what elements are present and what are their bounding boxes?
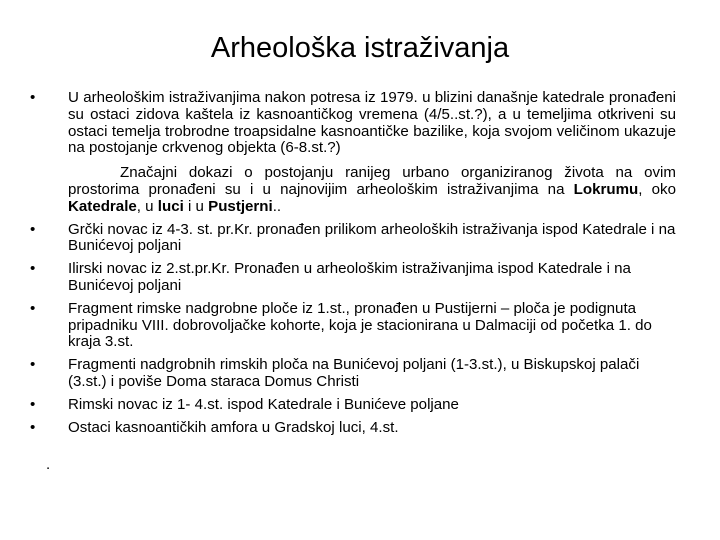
item-text: Fragmenti nadgrobnih rimskih ploča na Bunićevoj poljani (1-3.st.), u Biskupskoj palači (3.st.) i poviše Doma staraca Domus Christi <box>68 356 640 390</box>
item-text: Grčki novac iz 4-3. st. pr.Kr. pronađen prilikom arheoloških istraživanja ispod Katedrale i na Bunićevoj poljani <box>68 220 676 255</box>
item-text: Fragment rimske nadgrobne ploče iz 1.st., pronađen u Pustijerni – ploča je podignuta pripadniku VIII. dobrovoljačke kohorte, koja je stacionirana u Dalmaciji od početka 1. do kraja 3.st. <box>68 299 652 351</box>
bullet-list <box>30 90 676 442</box>
list-item <box>30 397 676 414</box>
bullet-mark: • <box>30 260 36 278</box>
place-katedrala: Katedrale <box>68 197 137 215</box>
item-text: Ilirski novac iz 2.st.pr.Kr. Pronađen u arheološkim istraživanjima ispod Katedrale i na Bunićevoj poljani <box>68 260 631 294</box>
end-text: .. <box>272 197 282 215</box>
bullet-mark: • <box>30 418 36 436</box>
item-paragraph-secondary <box>68 165 676 215</box>
item-paragraph-main: U arheološkim istraživanjima nakon potresa iz 1979. u blizini današnje katedrale pronađeni su ostaci zidova kaštela iz kasnoantičkog vremena (4/5..st.?), a u temeljima otkriveni su ostaci temelja trobrodne troapsidalne kasnoantičke bazilike, koja svojom veličinom ukazuje na postojanje crkvenog objekta (6-8.st.?) <box>68 89 676 157</box>
list-item <box>30 301 676 351</box>
item-text: Rimski novac iz 1- 4.st. ispod Katedrale i Bunićeve poljane <box>68 395 459 413</box>
separator-text: , u <box>136 197 158 215</box>
trailing-mark: . <box>46 456 51 473</box>
bullet-mark: • <box>30 299 36 317</box>
bullet-mark: • <box>30 220 36 238</box>
bullet-mark: • <box>30 356 36 374</box>
list-item <box>30 357 676 391</box>
separator-text: , oko <box>638 180 676 198</box>
list-item <box>30 222 676 256</box>
bullet-mark: • <box>30 395 36 413</box>
page-title: Arheološka istraživanja <box>210 32 510 64</box>
place-lokrum: Lokrumu <box>573 180 639 198</box>
item-text: Ostaci kasnoantičkih amfora u Gradskoj luci, 4.st. <box>68 418 399 436</box>
list-item <box>30 420 676 437</box>
place-pustjerna: Pustjerni <box>208 197 273 215</box>
list-item-first <box>30 90 676 216</box>
bullet-mark: • <box>30 89 36 106</box>
place-luka: luci <box>157 197 184 215</box>
paragraph-text: Značajni dokazi o postojanju ranijeg urbano organiziranog života na ovim prostorima pronađeni su i u najnovijim arheološkim istraživanjima na <box>68 164 676 198</box>
separator-text: i u <box>183 197 209 215</box>
list-item <box>30 261 676 295</box>
